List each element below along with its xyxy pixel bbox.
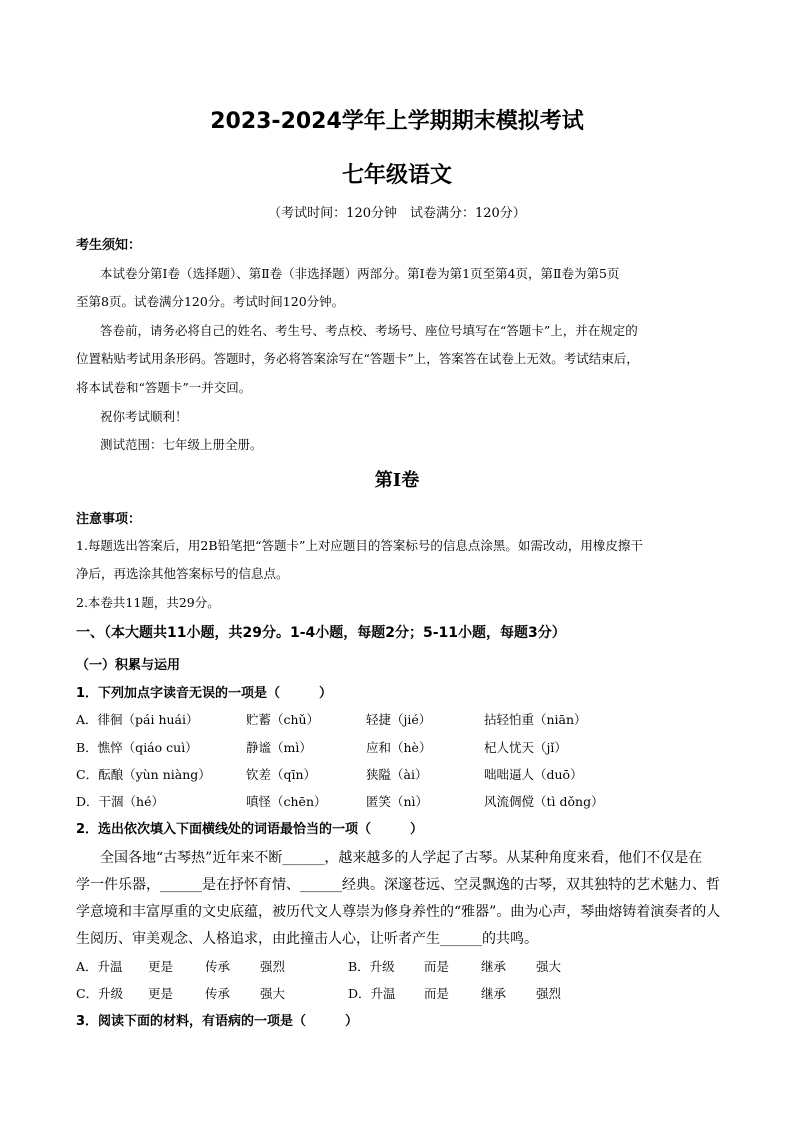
notice-line: 至第8页。试卷满分120分。考试时间120分钟。	[76, 294, 345, 309]
q2-option-c-1: C．升级	[76, 986, 124, 1001]
q2-option-b-4: 强大	[536, 959, 562, 974]
notice-heading: 考生须知：	[76, 238, 142, 253]
question-1-stem: 1．下列加点字读音无误的一项是（ ）	[76, 686, 333, 701]
q2-option-d-4: 强烈	[536, 986, 562, 1001]
attention-line: 2.本卷共11题，共29分。	[76, 595, 220, 610]
q2-passage-line: 全国各地“古琴热”近年来不断______，越来越多的人学起了古琴。从某种角度来看，他们不仅是在	[100, 850, 703, 866]
q1-option-c-2: 钦差（qīn）	[246, 767, 317, 782]
attention-line: 1.每题选出答案后，用2B铅笔把“答题卡”上对应题目的答案标号的信息点涂黑。如需改动，用橡皮擦干	[76, 538, 643, 553]
notice-line: 答卷前，请务必将自己的姓名、考生号、考点校、考场号、座位号填写在“答题卡”上，并在规定的	[100, 323, 638, 338]
question-3-stem: 3．阅读下面的材料，有语病的一项是（ ）	[76, 1014, 359, 1029]
q1-option-a-4: 拈轻怕重（niān）	[484, 712, 587, 727]
q1-option-b-1: B．憔悴（qiáo cuì）	[76, 740, 198, 755]
q2-passage-line: 学一件乐器，______是在抒怀育情、______经典。深邃苍远、空灵飘逸的古琴，双其独特的艺术魅力、哲	[76, 877, 720, 893]
exam-meta: （考试时间：120分钟 试卷满分：120分）	[268, 206, 526, 221]
q2-option-c-3: 传承	[205, 986, 231, 1001]
q2-option-c-2: 更是	[148, 986, 174, 1001]
notice-line: 本试卷分第Ⅰ卷（选择题）、第Ⅱ卷（非选择题）两部分。第Ⅰ卷为第1页至第4页，第Ⅱ卷为第5页	[100, 266, 620, 281]
q1-option-a-1: A．徘徊（pái huái）	[76, 712, 199, 727]
part-title: 第Ⅰ卷	[374, 470, 420, 491]
exam-subtitle: 七年级语文	[341, 163, 452, 188]
q1-option-c-1: C．酝酿（yùn niàng）	[76, 767, 211, 782]
q1-option-a-3: 轻捷（jié）	[366, 712, 432, 727]
q2-option-a-3: 传承	[205, 959, 231, 974]
q2-option-a-4: 强烈	[260, 959, 286, 974]
q1-option-d-2: 嗔怪（chēn）	[246, 794, 327, 809]
notice-line: 将本试卷和“答题卡”一并交回。	[76, 380, 252, 395]
notice-line: 测试范围：七年级上册全册。	[100, 437, 263, 452]
q2-option-b-2: 而是	[424, 959, 450, 974]
q1-option-d-3: 匿笑（nì）	[366, 794, 429, 809]
question-2-stem: 2．选出依次填入下面横线处的词语最恰当的一项（ ）	[76, 822, 424, 837]
q1-option-b-3: 应和（hè）	[366, 740, 432, 755]
q2-option-b-3: 继承	[481, 959, 507, 974]
q1-option-d-4: 风流倜傥（tì dǒng）	[484, 794, 604, 809]
q1-option-b-4: 杞人忧天（jǐ）	[484, 740, 567, 755]
q2-option-c-4: 强大	[260, 986, 286, 1001]
q1-option-b-2: 静谧（mì）	[246, 740, 312, 755]
notice-line: 祝你考试顺利！	[100, 409, 188, 424]
attention-heading: 注意事项：	[76, 512, 142, 527]
q2-option-b-1: B．升级	[348, 959, 395, 974]
exam-title: 2023-2024学年上学期期末模拟考试	[210, 109, 584, 134]
subsection-heading: （一）积累与运用	[76, 658, 181, 673]
q2-passage-line: 生阅历、审美观念、人格追求，由此撞击人心，让听者产生______的共鸣。	[76, 931, 538, 947]
q2-option-d-1: D．升温	[348, 986, 396, 1001]
q1-option-c-4: 咄咄逼人（duō）	[484, 767, 583, 782]
q2-option-d-2: 而是	[424, 986, 450, 1001]
q1-option-d-1: D．干涸（hé）	[76, 794, 164, 809]
section-one-heading: 一、（本大题共11小题，共29分。1-4小题，每题2分；5-11小题，每题3分）	[76, 625, 566, 641]
attention-line: 净后，再选涂其他答案标号的信息点。	[76, 566, 289, 581]
q2-passage-line: 学意境和丰富厚重的文史底蕴，被历代文人尊崇为修身养性的“雅器”。曲为心声，琴曲熔铸着演奏者的人	[76, 904, 721, 920]
q2-option-d-3: 继承	[481, 986, 507, 1001]
q2-option-a-2: 更是	[148, 959, 174, 974]
notice-line: 位置粘贴考试用条形码。答题时，务必将答案涂写在“答题卡”上，答案答在试卷上无效。考试结束后，	[76, 351, 639, 366]
q1-option-a-2: 贮蓄（chǔ）	[246, 712, 320, 727]
q1-option-c-3: 狭隘（ài）	[366, 767, 428, 782]
q2-option-a-1: A．升温	[76, 959, 123, 974]
